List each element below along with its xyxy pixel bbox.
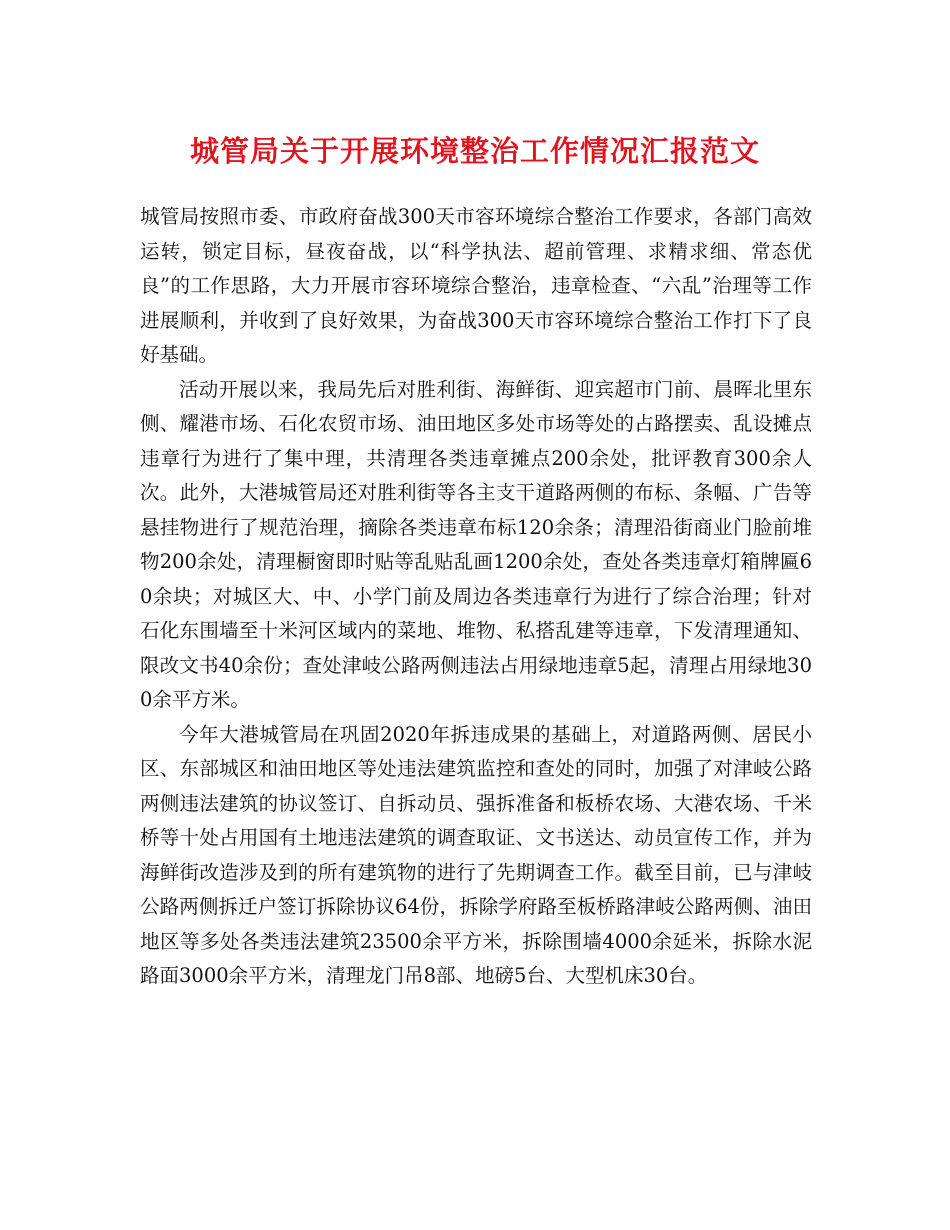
paragraph-intro: 城管局按照市委、市政府奋战300天市容环境综合整治工作要求，各部门高效运转，锁定目标，昼夜奋战，以“科学执法、超前管理、求精求细、常态优良”的工作思路，大力开展市容环境综合整治，违章检查、“六乱”治理等工作进展顺利，并收到了良好效果，为奋战300天市容环境综合整治工作打下了良好基础。 (140, 205, 812, 366)
document-title: 城管局关于开展环境整治工作情况汇报范文 (189, 134, 760, 168)
paragraph-demolition: 今年大港城管局在巩固2020年拆违成果的基础上，对道路两侧、居民小区、东部城区和油田地区等处违法建筑监控和查处的同时，加强了对津岐公路两侧违法建筑的协议签订、自拆动员、强拆准备和板桥农场、大港农场、千米桥等十处占用国有土地违法建筑的调查取证、文书送达、动员宣传工作，并为海鲜街改造涉及到的所有建筑物的进行了先期调查工作。截至目前，已与津岐公路两侧拆迁户签订拆除协议64份，拆除学府路至板桥路津岐公路两侧、油田地区等多处各类违法建筑23500余平方米，拆除围墙4000余延米，拆除水泥路面3000余平方米，清理龙门吊8部、地磅5台、大型机床30台。 (140, 722, 812, 987)
document-body (140, 200, 812, 994)
paragraph-activities: 活动开展以来，我局先后对胜利街、海鲜街、迎宾超市门前、晨晖北里东侧、耀港市场、石化农贸市场、油田地区多处市场等处的占路摆卖、乱设摊点违章行为进行了集中理，共清理各类违章摊点200余处，批评教育300余人次。此外，大港城管局还对胜利街等各主支干道路两侧的布标、条幅、广告等悬挂物进行了规范治理，摘除各类违章布标120余条；清理沿街商业门脸前堆物200余处，清理橱窗即时贴等乱贴乱画1200余处，查处各类违章灯箱牌匾60余块；对城区大、中、小学门前及周边各类违章行为进行了综合治理；针对石化东围墙至十米河区域内的菜地、堆物、私搭乱建等违章，下发清理通知、限改文书40余份；查处津岐公路两侧违法占用绿地违章5起，清理占用绿地300余平方米。 (140, 377, 812, 711)
